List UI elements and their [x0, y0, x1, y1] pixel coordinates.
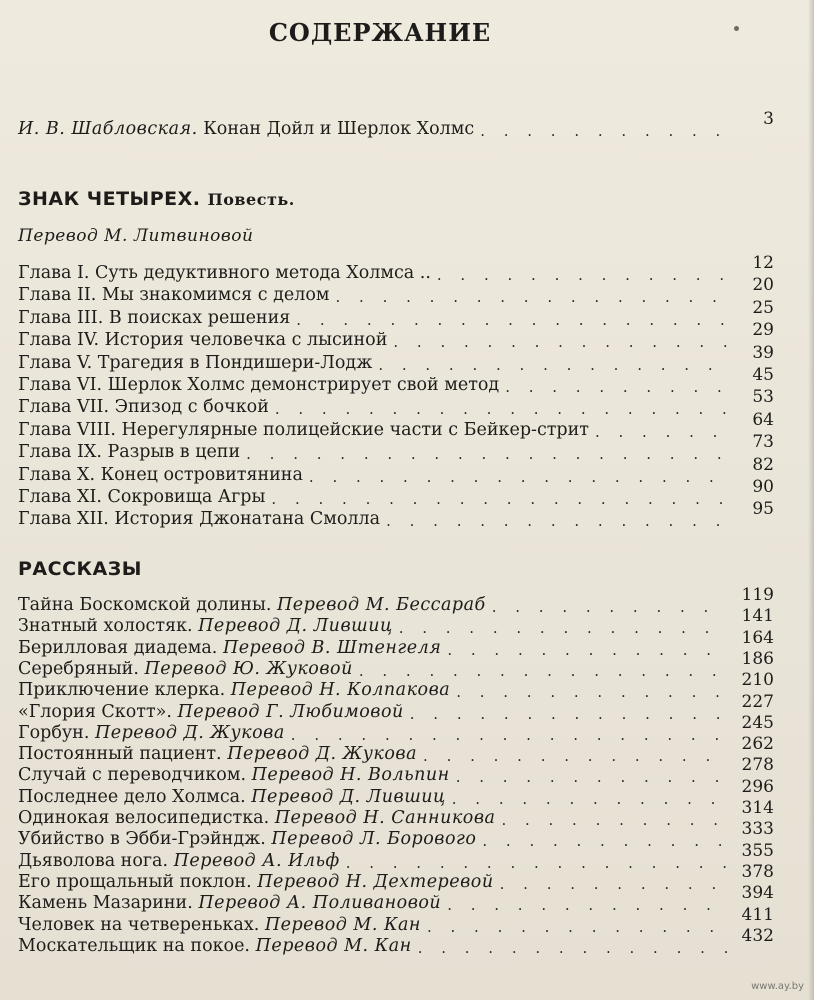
- page-title: СОДЕРЖАНИЕ: [268, 18, 492, 47]
- page-number: 432: [741, 925, 774, 946]
- page-number: 119: [741, 585, 774, 605]
- page-number: 210: [741, 670, 774, 691]
- page-number: 45: [752, 365, 774, 385]
- leader-dots: [452, 790, 728, 808]
- story-title: Дьяволова нога.: [18, 850, 169, 871]
- toc-row-chapter: [18, 365, 774, 396]
- toc-row-intro: [18, 109, 774, 140]
- story-entry: [18, 722, 285, 744]
- story-translator: Перевод Н. Колпакова: [230, 680, 451, 701]
- story-entry: [18, 914, 421, 936]
- toc-row-chapter: [18, 320, 774, 351]
- toc-row-story: [18, 691, 774, 723]
- chapter-title: Глава VII. Эпизод с бочкой: [18, 397, 269, 418]
- page-number: 164: [741, 627, 774, 648]
- toc-row-story: [18, 670, 774, 701]
- story-translator: Перевод Д. Жукова: [94, 722, 285, 743]
- leader-dots: [418, 939, 728, 957]
- page-number: 73: [752, 432, 774, 453]
- toc-row-story: [18, 776, 774, 808]
- leader-dots: [447, 641, 728, 659]
- story-entry: [18, 871, 494, 893]
- page-number: 95: [752, 499, 774, 520]
- page-number: 245: [741, 712, 774, 733]
- story-title: Приключение клерка.: [18, 680, 226, 701]
- toc-entry-text: [18, 118, 474, 140]
- story-title: Его прощальный поклон.: [18, 871, 252, 892]
- section-title-novel: [18, 188, 295, 210]
- page-number: 262: [741, 734, 774, 755]
- page-number: 90: [752, 477, 774, 497]
- story-title: Постоянный пациент.: [18, 744, 222, 765]
- intro-author: И. В. Шабловская.: [18, 119, 198, 139]
- story-translator: Перевод Д. Жукова: [227, 744, 418, 765]
- story-translator: Перевод Н. Вольпин: [251, 765, 450, 786]
- story-translator: Перевод Д. Лившиц: [251, 786, 446, 807]
- story-title: Случай с переводчиком.: [18, 765, 247, 786]
- story-translator: Перевод М. Кан: [264, 914, 421, 935]
- story-entry: [18, 701, 404, 723]
- story-translator: Перевод М. Бессараб: [277, 595, 486, 615]
- toc-row-chapter: [18, 342, 774, 374]
- leader-dots: [275, 400, 728, 418]
- story-entry: [18, 807, 495, 829]
- story-title: Тайна Боскомской долины.: [18, 595, 272, 615]
- toc-row-story: [18, 648, 774, 680]
- page-number: 278: [741, 755, 774, 776]
- story-entry: [18, 935, 412, 957]
- page-edge-shadow: [808, 0, 814, 1000]
- toc-row-chapter: [18, 477, 774, 508]
- story-title: Последнее дело Холмса.: [18, 786, 246, 807]
- toc-row-story: [18, 627, 774, 659]
- leader-dots: [291, 726, 728, 744]
- story-translator: Перевод Ю. Жуковой: [144, 658, 353, 679]
- page-number: 186: [741, 648, 774, 669]
- story-entry: [18, 743, 417, 765]
- chapter-title: Глава VI. Шерлок Холмс демонстрирует свой метод: [18, 375, 500, 395]
- story-entry: [18, 764, 450, 786]
- page-number: 411: [741, 904, 774, 925]
- toc-row-story: [18, 798, 774, 829]
- leader-dots: [309, 468, 728, 486]
- story-entry: [18, 615, 393, 637]
- section-title-stories: РАССКАЗЫ: [18, 558, 142, 580]
- page-number: 12: [752, 253, 774, 273]
- leader-dots: [501, 811, 728, 829]
- toc-row-story: [18, 861, 774, 893]
- toc-row-story: [18, 840, 774, 872]
- story-translator: Перевод А. Поливановой: [198, 893, 442, 914]
- page-number: 29: [752, 320, 774, 341]
- toc-row-story: [18, 819, 774, 850]
- page-number: 378: [741, 861, 774, 882]
- page-number: 394: [741, 883, 774, 904]
- leader-dots: [378, 356, 728, 374]
- leader-dots: [480, 122, 728, 140]
- leader-dots: [393, 333, 728, 351]
- leader-dots: [246, 445, 728, 463]
- leader-dots: [399, 619, 728, 637]
- leader-dots: [359, 662, 728, 680]
- leader-dots: [410, 705, 728, 723]
- toc-row-story: [18, 755, 774, 786]
- toc-row-chapter: [18, 387, 774, 418]
- chapter-title: Глава V. Трагедия в Пондишери-Лодж: [18, 352, 373, 373]
- leader-dots: [423, 747, 728, 765]
- leader-dots: [482, 832, 728, 850]
- toc-row-chapter: [18, 499, 774, 530]
- story-title: «Глория Скотт».: [18, 701, 172, 722]
- page-number: 64: [752, 409, 774, 430]
- toc-row-story: [18, 925, 774, 957]
- page-number: 3: [763, 109, 774, 129]
- story-title: Камень Мазарини.: [18, 893, 193, 914]
- story-translator: Перевод Л. Борового: [271, 829, 477, 850]
- toc-row-chapter: [18, 253, 774, 284]
- page-number: 333: [741, 819, 774, 840]
- chapter-title: Глава I. Суть дедуктивного метода Холмса ..: [18, 263, 431, 283]
- story-entry: [18, 594, 486, 616]
- toc-row-story: [18, 734, 774, 765]
- page-number: 82: [752, 454, 774, 475]
- toc-row-story: [18, 585, 774, 616]
- chapter-title: Глава XII. История Джонатана Смолла: [18, 509, 381, 530]
- toc-row-story: [18, 883, 774, 914]
- leader-dots: [456, 683, 728, 701]
- novel-title: ЗНАК ЧЕТЫРЕХ.: [18, 188, 201, 210]
- leader-dots: [505, 378, 728, 396]
- leader-dots: [595, 423, 728, 441]
- story-entry: [18, 850, 340, 872]
- chapter-title: Глава II. Мы знакомимся с делом: [18, 285, 330, 306]
- story-entry: [18, 828, 476, 850]
- story-title: Серебряный.: [18, 658, 139, 679]
- story-entry: [18, 786, 446, 808]
- chapter-title: Глава VIII. Нерегулярные полицейские части с Бейкер-стрит: [18, 419, 589, 440]
- toc-row-chapter: [18, 297, 774, 329]
- story-title: Горбун.: [18, 722, 90, 743]
- toc-row-chapter: [18, 409, 774, 441]
- chapter-title: Глава XI. Сокровища Агры: [18, 487, 266, 507]
- leader-dots: [437, 266, 728, 284]
- story-entry: [18, 892, 441, 914]
- chapter-title: Глава III. В поисках решения: [18, 307, 291, 328]
- story-title: Берилловая диадема.: [18, 637, 218, 658]
- leader-dots: [427, 918, 728, 936]
- watermark: www.ay.by: [751, 981, 804, 992]
- toc-row-chapter: [18, 275, 774, 306]
- leader-dots: [296, 311, 728, 329]
- page-number: 296: [741, 776, 774, 797]
- story-title: Человек на четвереньках.: [18, 914, 260, 935]
- chapter-title: Глава IX. Разрыв в цепи: [18, 442, 241, 463]
- toc-row-story: [18, 606, 774, 637]
- story-translator: Перевод Д. Лившиц: [198, 616, 393, 637]
- page-number: 314: [741, 798, 774, 818]
- story-entry: [18, 679, 450, 701]
- page-number: 20: [752, 275, 774, 296]
- leader-dots: [500, 875, 728, 893]
- novel-subtitle: Повесть.: [207, 190, 295, 209]
- page-number: 39: [752, 342, 774, 363]
- toc-row-story: [18, 712, 774, 744]
- page-number: 227: [741, 691, 774, 712]
- page-number: 141: [741, 606, 774, 627]
- toc-row-story: [18, 904, 774, 936]
- story-translator: Перевод Н. Дехтеревой: [257, 871, 494, 892]
- intro-title: Конан Дойл и Шерлок Холмс: [203, 119, 475, 139]
- story-translator: Перевод Н. Санникова: [274, 808, 496, 828]
- novel-translator: Перевод М. Литвиновой: [18, 226, 254, 246]
- story-entry: [18, 637, 441, 659]
- toc-row-chapter: [18, 454, 774, 486]
- story-title: Убийство в Эбби-Грэйндж.: [18, 829, 266, 850]
- page-number: 53: [752, 387, 774, 408]
- leader-dots: [492, 598, 728, 616]
- story-translator: Перевод В. Штенгеля: [222, 637, 442, 658]
- chapter-title: Глава X. Конец островитянина: [18, 464, 303, 485]
- leader-dots: [386, 512, 728, 530]
- leader-dots: [346, 854, 728, 872]
- story-translator: Перевод Г. Любимовой: [177, 701, 404, 722]
- page-number: 25: [752, 297, 774, 318]
- story-title: Одинокая велосипедистка.: [18, 808, 270, 828]
- chapter-title: Глава IV. История человечка с лысиной: [18, 330, 388, 351]
- story-entry: [18, 658, 353, 680]
- leader-dots: [456, 768, 728, 786]
- story-title: Знатный холостяк.: [18, 616, 193, 637]
- toc-row-chapter: [18, 432, 774, 463]
- page-number: 355: [741, 840, 774, 861]
- story-translator: Перевод М. Кан: [255, 935, 412, 956]
- leader-dots: [447, 896, 728, 914]
- story-title: Москательщик на покое.: [18, 935, 250, 956]
- leader-dots: [271, 490, 728, 508]
- story-translator: Перевод А. Ильф: [173, 850, 340, 871]
- leader-dots: [336, 288, 728, 306]
